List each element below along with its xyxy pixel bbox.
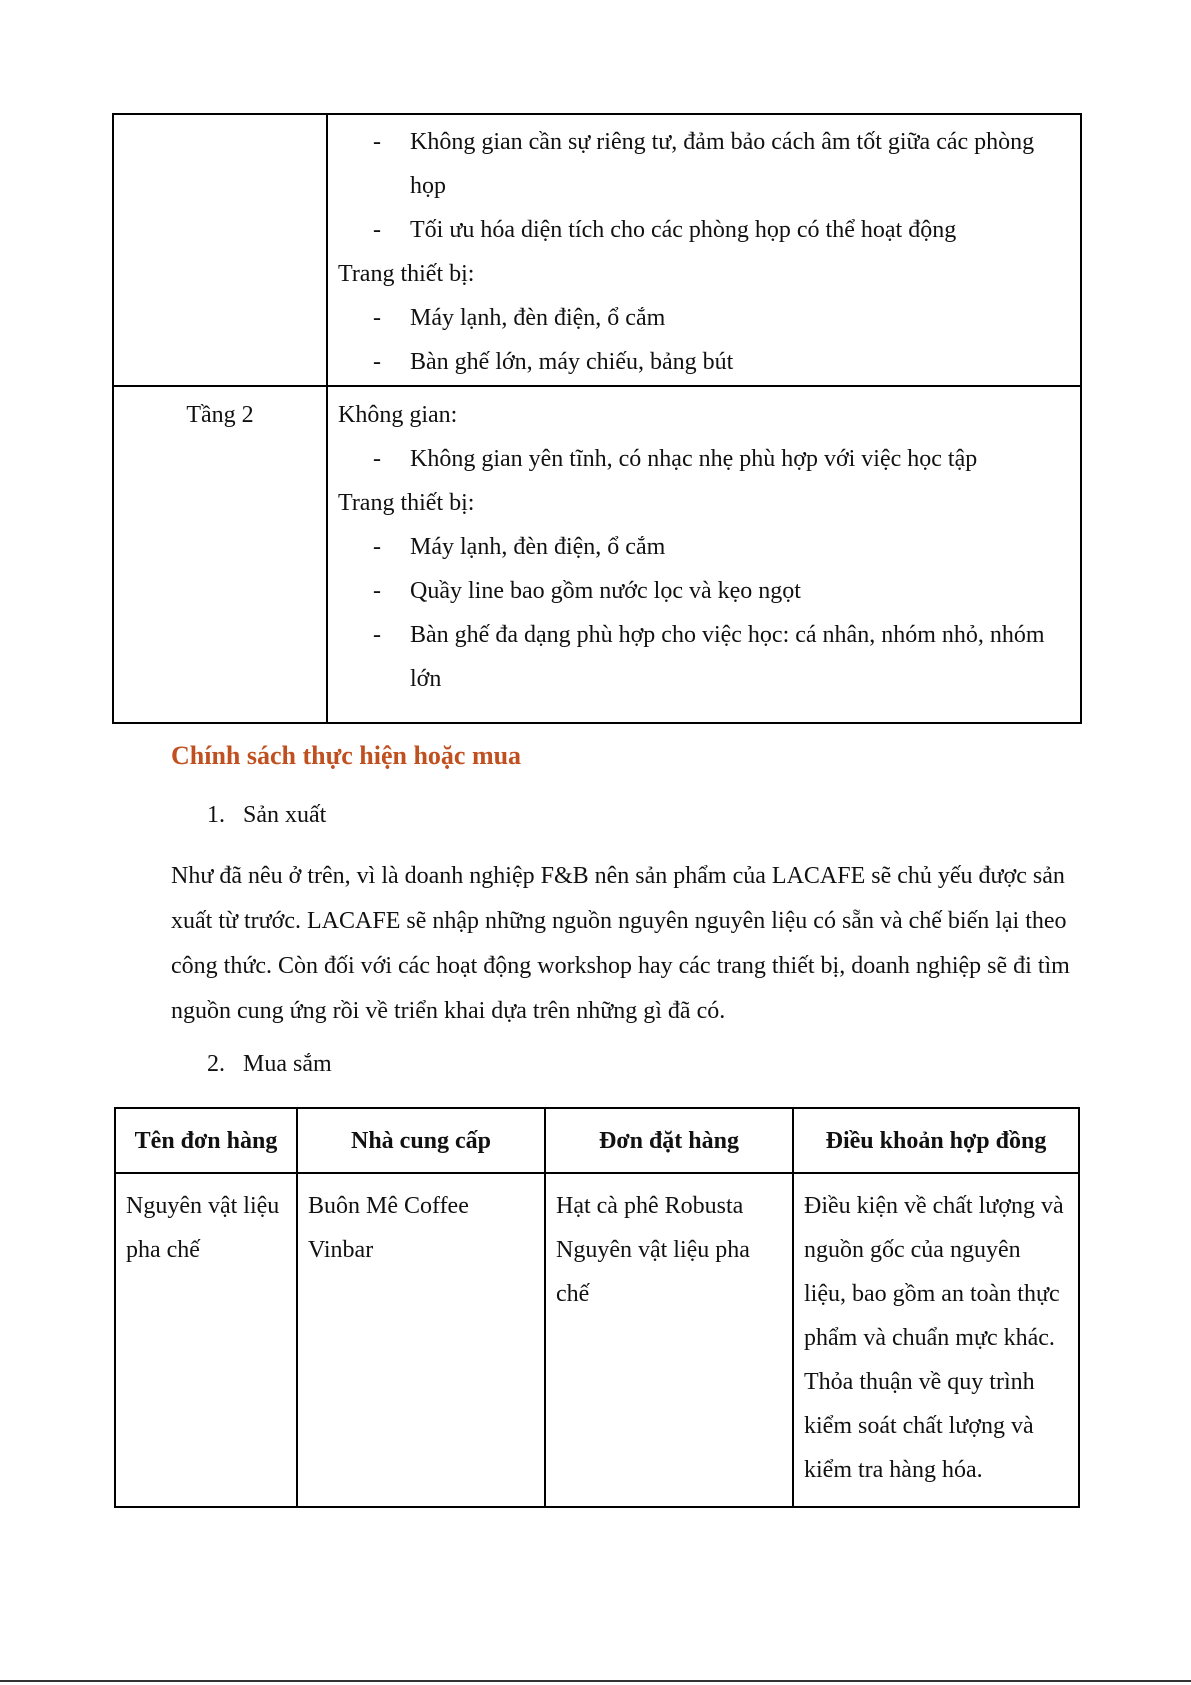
supplier-cell: Buôn Mê Coffee Vinbar (297, 1173, 545, 1507)
space-label: Không gian: (338, 402, 458, 428)
order-name-cell: Nguyên vật liệu pha chế (115, 1173, 297, 1507)
list-item: - Bàn ghế lớn, máy chiếu, bảng bút (373, 349, 734, 375)
order-table (114, 1107, 1080, 1508)
floor-cell (113, 114, 327, 386)
list-item: - Quầy line bao gồm nước lọc và kẹo ngọt (373, 578, 801, 604)
list-item: - Không gian cần sự riêng tư, đảm bảo cách âm tốt giữa các phòng họp (373, 129, 1035, 199)
list-item: - Bàn ghế đa dạng phù hợp cho việc học: cá nhân, nhóm nhỏ, nhóm lớn (373, 622, 1045, 692)
numbered-item: 2. Mua sắm (207, 1051, 332, 1077)
body-paragraph: Như đã nêu ở trên, vì là doanh nghiệp F&B nên sản phẩm của LACAFE sẽ chủ yếu được sản xuất từ trước. LACAFE sẽ nhập những nguồn nguyên nguyên liệu có sẵn và chế biến lại theo công thức. Còn đối với các hoạt động workshop hay các trang thiết bị, doanh nghiệp sẽ đi tìm nguồn cung ứng rồi về triển khai dựa trên những gì đã có. (171, 863, 1070, 1024)
column-header: Điều khoản hợp đồng (793, 1108, 1079, 1173)
order-cell: Hạt cà phê Robusta Nguyên vật liệu pha chế (545, 1173, 793, 1507)
facility-table (112, 113, 1082, 724)
table-row (113, 114, 1081, 386)
table-row (115, 1173, 1079, 1507)
table-row (113, 386, 1081, 723)
equipment-label: Trang thiết bị: (338, 261, 475, 287)
section-title: Chính sách thực hiện hoặc mua (171, 741, 522, 770)
equipment-label: Trang thiết bị: (338, 490, 475, 516)
floor-cell: Tầng 2 (113, 386, 327, 723)
description-cell (327, 386, 1081, 723)
list-item: - Máy lạnh, đèn điện, ổ cắm (373, 305, 666, 331)
numbered-item: 1. Sản xuất (207, 802, 327, 828)
list-item: - Tối ưu hóa diện tích cho các phòng họp có thể hoạt động (373, 217, 957, 243)
column-header: Tên đơn hàng (115, 1108, 297, 1173)
list-item: - Máy lạnh, đèn điện, ổ cắm (373, 534, 666, 560)
column-header: Nhà cung cấp (297, 1108, 545, 1173)
column-header: Đơn đặt hàng (545, 1108, 793, 1173)
table-header-row (115, 1108, 1079, 1173)
footer-divider (0, 1680, 1191, 1682)
terms-cell: Điều kiện về chất lượng và nguồn gốc của nguyên liệu, bao gồm an toàn thực phẩm và chuẩn mực khác. Thỏa thuận về quy trình kiểm soát chất lượng và kiểm tra hàng hóa. (793, 1173, 1079, 1507)
description-cell (327, 114, 1081, 386)
list-item: - Không gian yên tĩnh, có nhạc nhẹ phù hợp với việc học tập (373, 446, 978, 472)
